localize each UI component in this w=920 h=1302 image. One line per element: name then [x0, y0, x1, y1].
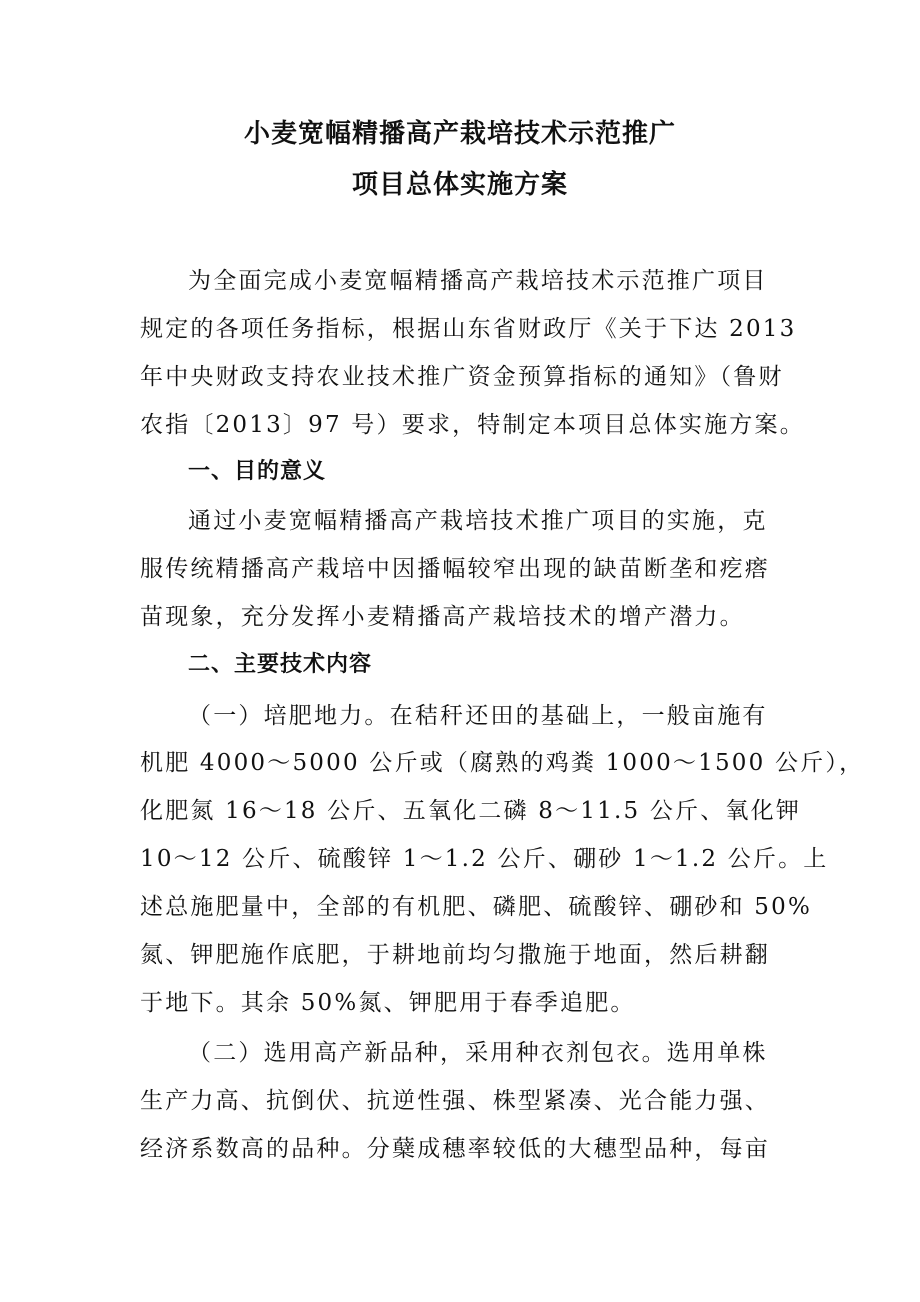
- paragraph-fertility-line-6: 氮、钾肥施作底肥，于耕地前均匀撒施于地面，然后耕翻: [140, 942, 770, 968]
- paragraph-fertility-line-7: 于地下。其余 50%氮、钾肥用于春季追肥。: [140, 990, 636, 1016]
- document-title-line-2: 项目总体实施方案: [351, 170, 568, 200]
- paragraph-fertility-line-5: 述总施肥量中，全部的有机肥、磷肥、硫酸锌、硼砂和 50%: [140, 894, 813, 920]
- paragraph-variety-line-1: （二）选用高产新品种，采用种衣剂包衣。选用单株: [188, 1040, 768, 1066]
- document-title-line-1: 小麦宽幅精播高产栽培技术示范推广: [243, 119, 676, 149]
- section-heading-purpose: 一、目的意义: [188, 459, 327, 484]
- paragraph-fertility-line-1: （一）培肥地力。在秸秆还田的基础上，一般亩施有: [188, 703, 768, 729]
- paragraph-fertility-line-3: 化肥氮 16～18 公斤、五氧化二磷 8～11.5 公斤、氧化钾: [140, 798, 802, 824]
- paragraph-intro-line-1: 为全面完成小麦宽幅精播高产栽培技术示范推广项目: [188, 268, 768, 294]
- paragraph-purpose-line-3: 苗现象，充分发挥小麦精播高产栽培技术的增产潜力。: [140, 604, 745, 630]
- paragraph-purpose-line-1: 通过小麦宽幅精播高产栽培技术推广项目的实施，克: [188, 508, 768, 534]
- paragraph-fertility-line-4: 10～12 公斤、硫酸锌 1～1.2 公斤、硼砂 1～1.2 公斤。上: [140, 846, 829, 872]
- paragraph-purpose-line-2: 服传统精播高产栽培中因播幅较窄出现的缺苗断垄和疙瘩: [140, 556, 770, 582]
- paragraph-variety-line-2: 生产力高、抗倒伏、抗逆性强、株型紧凑、光合能力强、: [140, 1088, 770, 1114]
- section-heading-technical-content: 二、主要技术内容: [188, 652, 373, 677]
- paragraph-intro-line-3: 年中央财政支持农业技术推广资金预算指标的通知》（鲁财: [140, 364, 784, 390]
- paragraph-intro-line-4: 农指〔2013〕97 号）要求，特制定本项目总体实施方案。: [140, 412, 805, 438]
- paragraph-fertility-line-2: 机肥 4000～5000 公斤或（腐熟的鸡粪 1000～1500 公斤），: [140, 750, 865, 776]
- paragraph-intro-line-2: 规定的各项任务指标，根据山东省财政厅《关于下达 2013: [140, 316, 797, 342]
- paragraph-variety-line-3: 经济系数高的品种。分蘖成穗率较低的大穗型品种，每亩: [140, 1136, 770, 1162]
